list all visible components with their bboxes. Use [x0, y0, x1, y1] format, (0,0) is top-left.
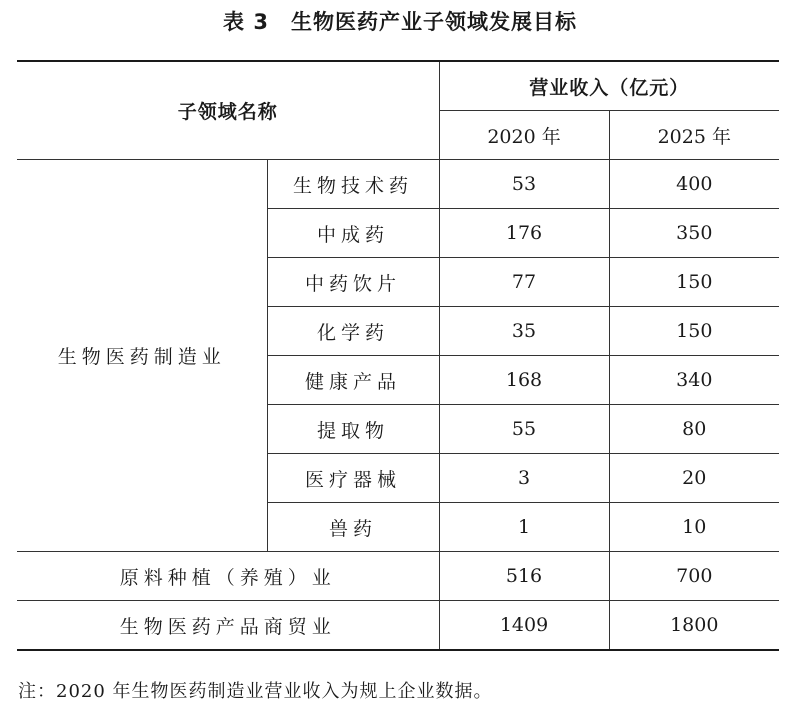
value-2020: 1	[439, 503, 609, 552]
value-2020: 3	[439, 454, 609, 503]
header-year-2020: 2020 年	[439, 111, 609, 160]
subfield-name: 健康产品	[267, 356, 439, 405]
value-2020: 35	[439, 307, 609, 356]
value-2025: 80	[609, 405, 779, 454]
table-row	[17, 160, 779, 209]
value-2025: 340	[609, 356, 779, 405]
table-title: 表 3 生物医药产业子领域发展目标	[223, 10, 577, 34]
header-row	[17, 61, 779, 111]
value-2025: 150	[609, 307, 779, 356]
table-row	[17, 552, 779, 601]
subfield-name: 化学药	[267, 307, 439, 356]
subfield-name: 医疗器械	[267, 454, 439, 503]
value-2020: 77	[439, 258, 609, 307]
value-2025: 700	[609, 552, 779, 601]
value-2020: 1409	[439, 601, 609, 651]
targets-table	[17, 60, 779, 651]
category-manufacturing: 生物医药制造业	[17, 160, 267, 552]
value-2020: 516	[439, 552, 609, 601]
value-2020: 168	[439, 356, 609, 405]
value-2020: 55	[439, 405, 609, 454]
value-2020: 176	[439, 209, 609, 258]
value-2025: 400	[609, 160, 779, 209]
category-trade: 生物医药产品商贸业	[17, 601, 439, 651]
subfield-name: 兽药	[267, 503, 439, 552]
category-cultivation: 原料种植（养殖）业	[17, 552, 439, 601]
subfield-name: 提取物	[267, 405, 439, 454]
header-revenue-group: 营业收入（亿元）	[439, 61, 779, 111]
value-2020: 53	[439, 160, 609, 209]
value-2025: 150	[609, 258, 779, 307]
value-2025: 10	[609, 503, 779, 552]
header-year-2025: 2025 年	[609, 111, 779, 160]
subfield-name: 中药饮片	[267, 258, 439, 307]
header-name-column: 子领域名称	[17, 61, 439, 160]
value-2025: 20	[609, 454, 779, 503]
subfield-name: 生物技术药	[267, 160, 439, 209]
table-footnote: 注：2020 年生物医药制造业营业收入为规上企业数据。	[18, 681, 493, 702]
value-2025: 1800	[609, 601, 779, 651]
value-2025: 350	[609, 209, 779, 258]
table-row	[17, 601, 779, 651]
subfield-name: 中成药	[267, 209, 439, 258]
